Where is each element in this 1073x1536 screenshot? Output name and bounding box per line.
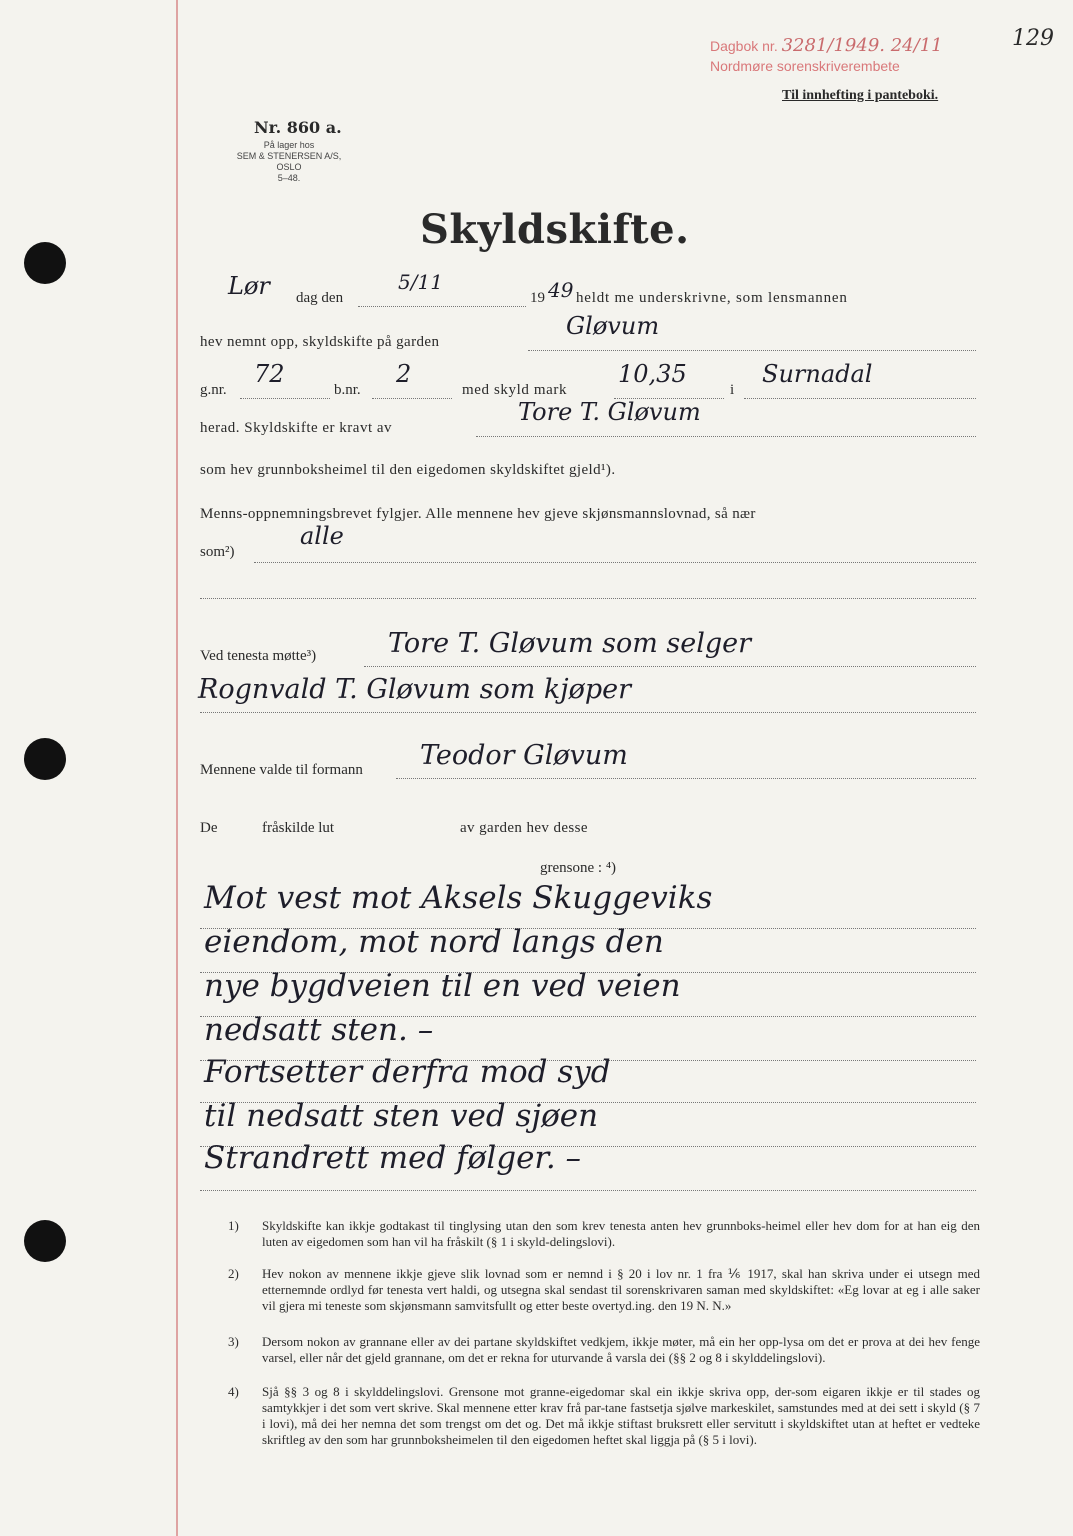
- footnote: [200, 1334, 980, 1366]
- form-text: som hev grunnboksheimel til den eigedomen skyldskiftet gjeld¹).: [200, 462, 616, 478]
- printer-line: SEM & STENERSEN A/S, OSLO: [236, 151, 342, 172]
- footnote-mark: 2): [228, 1266, 239, 1281]
- punch-hole: [24, 738, 66, 780]
- hw-herad: Surnadal: [762, 360, 873, 388]
- punch-hole: [24, 242, 66, 284]
- hw-year: 49: [548, 278, 574, 302]
- footnote-text: Sjå §§ 3 og 8 i skylddelingslovi. Grensone mot granne-eigedomar skal ein ikkje skriva opp, der-som eigaren ikkje er til stades og samtykkjer i det som vert skrive. Skal mennene etter krav frå par-tane fastsetja sjølve markeskilet, samstundes med at dei sett i skyld (§ 7 i lovi), må dei her nemna det som trengst om det og. Det må ikkje stiftast bruksrett eller servitutt i skyldskiftet utan at heftet er vedteke skriftleg av den som har grunnboksheimelen til den eigedomen heftet skal liggja på (§ 5 i lovi).: [262, 1384, 980, 1447]
- hw-farm: Gløvum: [566, 312, 660, 340]
- hw-border-line: Fortsetter derfra mod syd: [204, 1054, 611, 1090]
- form-text: av garden hev desse: [460, 820, 588, 836]
- form-text: g.nr.: [200, 382, 227, 398]
- hw-border-line: nye bygdveien til en ved veien: [204, 968, 681, 1004]
- fill-line: [240, 398, 330, 399]
- form-text: dag den: [296, 290, 344, 306]
- filing-note: Til innhefting i panteboki.: [782, 88, 939, 103]
- stamp-label: Dagbok nr.: [710, 38, 778, 54]
- form-text: Menns-oppnemningsbrevet fylgjer. Alle mennene hev gjeve skjønsmannslovnad, så nær: [200, 506, 756, 522]
- fill-line: [254, 562, 976, 563]
- journal-stamp: [710, 36, 943, 76]
- hw-bnr: 2: [396, 360, 412, 388]
- fill-line: [358, 306, 526, 307]
- hw-border-line: nedsatt sten. –: [204, 1012, 434, 1048]
- fill-line: [396, 778, 976, 779]
- punch-hole: [24, 1220, 66, 1262]
- page-number: 129: [1012, 26, 1054, 51]
- fill-line: [200, 1190, 976, 1191]
- form-text: som²): [200, 544, 235, 560]
- footnote: [200, 1266, 980, 1314]
- hw-border-line: til nedsatt sten ved sjøen: [204, 1098, 599, 1134]
- form-text: 19: [530, 290, 545, 306]
- form-text: b.nr.: [334, 382, 361, 398]
- hw-weekday: Lør: [228, 272, 270, 300]
- footnote-mark: 1): [228, 1218, 239, 1233]
- printer-imprint: [234, 140, 344, 184]
- footnote-text: Skyldskifte kan ikkje godtakast til tinglysing utan den som krev tenesta anten hev grunnboks-heimel eller hev dom for at han eig den luten av eigedomen som han vil ha fråskilt (§ 1 i skyld-delingslovi).: [262, 1218, 980, 1249]
- footnote-mark: 3): [228, 1334, 239, 1349]
- hw-mark: 10,35: [618, 360, 687, 388]
- footnote: [200, 1218, 980, 1250]
- margin-line: [176, 0, 178, 1536]
- form-text: herad. Skyldskifte er kravt av: [200, 420, 393, 436]
- footnote: [200, 1384, 980, 1448]
- hw-attendee-buyer: Rognvald T. Gløvum som kjøper: [198, 674, 632, 705]
- form-text: med skyld mark: [462, 382, 568, 398]
- form-text: grensone : ⁴): [540, 860, 617, 876]
- form-text: fråskilde lut: [262, 820, 335, 836]
- printer-line: 5–48.: [277, 173, 301, 183]
- hw-chairman: Teodor Gløvum: [420, 740, 628, 771]
- hw-all: alle: [300, 522, 344, 550]
- fill-line: [476, 436, 976, 437]
- footnote-text: Dersom nokon av grannane eller av dei partane skyldskiftet vedkjem, ikkje møter, må ein her opp-lysa om det er prova at dei hev fenge varsel, eller når det gjeld grannane, om det er rekna for uturvande å varsla dei (§§ 2 og 8 i skylddelingslovi).: [262, 1334, 980, 1365]
- hw-border-line: Mot vest mot Aksels Skuggeviks: [204, 880, 713, 916]
- form-text: De: [200, 820, 218, 836]
- fill-line: [528, 350, 976, 351]
- hw-requester: Tore T. Gløvum: [518, 398, 701, 426]
- hw-attendee-seller: Tore T. Gløvum som selger: [388, 628, 752, 659]
- hw-border-line: eiendom, mot nord langs den: [204, 924, 664, 960]
- fill-line: [200, 712, 976, 713]
- printer-line: På lager hos: [263, 140, 315, 150]
- hw-gnr: 72: [254, 360, 285, 388]
- form-text: hev nemnt opp, skyldskifte på garden: [200, 334, 440, 350]
- footnote-text: Hev nokon av mennene ikkje gjeve slik lovnad som er nemnd i § 20 i lov nr. 1 fra ⅙ 1917, skal han skriva under ei utsegn med etternemnde ordlyd før tenesta vert haldi, og utsegna skal sendast til sorenskrivaren saman med skyldskiftet: «Eg lovar at eg i alle saker vil gjera mi teneste som skjønsmann samvitsfullt og etter beste overtyd.ing. den 19 N. N.»: [262, 1266, 980, 1313]
- form-text: Mennene valde til formann: [200, 762, 363, 778]
- stamp-office: Nordmøre sorenskriverembete: [710, 58, 900, 74]
- form-text: i: [730, 382, 735, 398]
- hw-date: 5/11: [398, 270, 443, 294]
- fill-line: [364, 666, 976, 667]
- fill-line: [372, 398, 452, 399]
- fill-line: [744, 398, 976, 399]
- form-text: Ved tenesta møtte³): [200, 648, 317, 664]
- footnote-mark: 4): [228, 1384, 239, 1399]
- document-title: Skyldskifte.: [420, 206, 690, 253]
- fill-line: [200, 598, 976, 599]
- form-text: heldt me underskrivne, som lensmannen: [576, 290, 848, 306]
- hw-border-line: Strandrett med følger. –: [204, 1140, 582, 1176]
- form-number: Nr. 860 a.: [254, 118, 342, 137]
- stamp-handwritten-number: 3281/1949. 24/11: [781, 35, 943, 56]
